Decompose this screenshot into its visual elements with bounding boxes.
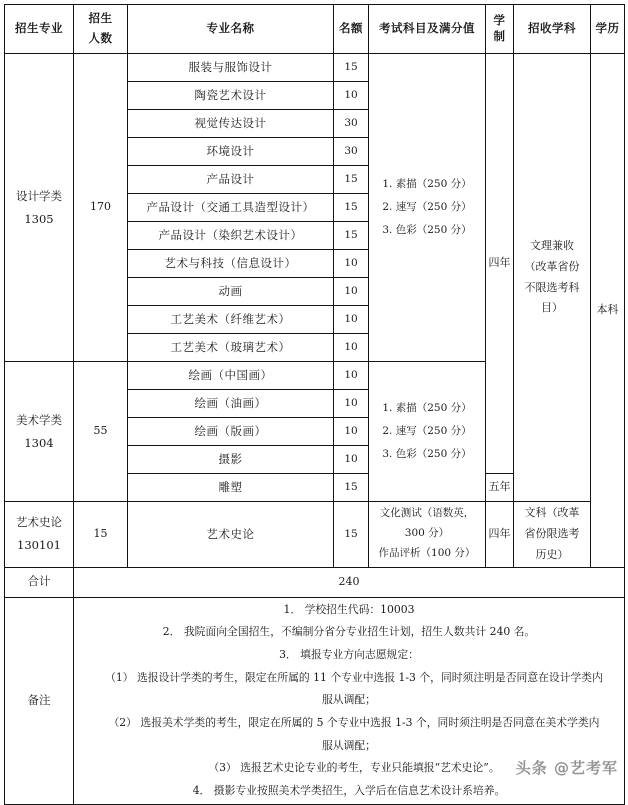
- exam-line: 1. 素描（250 分）: [382, 177, 472, 190]
- major-quota: 15: [334, 166, 369, 194]
- major-name: 工艺美术（纤维艺术）: [128, 306, 334, 334]
- enrollment-plan-table: [4, 4, 625, 805]
- subject-admit-line: （改革省份: [524, 259, 580, 273]
- subject-admit-line: 文科（改革: [524, 506, 580, 519]
- major-quota: 15: [334, 502, 369, 568]
- major-quota: 30: [334, 110, 369, 138]
- major-name: 产品设计: [128, 166, 334, 194]
- header-category: 招生专业: [5, 5, 74, 54]
- degree-cell: 本科: [591, 54, 625, 568]
- subject-admit-line: 省份限选考: [524, 526, 580, 540]
- note-line: （1） 选报设计学类的考生，限定在所属的 11 个专业中选报 1-3 个，同时须注明是否同意在设计学类内: [105, 670, 603, 684]
- subject-admit-design: [514, 54, 591, 502]
- header-exam-subjects: 考试科目及满分值: [369, 5, 486, 54]
- note-line: 1． 学校招生代码：10003: [283, 602, 415, 616]
- major-quota: 15: [334, 474, 369, 502]
- category-code: 130101: [17, 538, 61, 553]
- major-quota: 30: [334, 138, 369, 166]
- total-label: 合计: [5, 567, 74, 597]
- major-quota: 10: [334, 390, 369, 418]
- subject-admit-line: 历史）: [535, 547, 569, 561]
- subject-admit-line: 不限选考科: [524, 280, 580, 294]
- major-name: 陶瓷艺术设计: [128, 82, 334, 110]
- exam-line: 2. 速写（250 分）: [382, 200, 472, 213]
- exam-line: 2. 速写（250 分）: [382, 424, 472, 437]
- major-name: 视觉传达设计: [128, 110, 334, 138]
- major-quota: 15: [334, 222, 369, 250]
- years-cell-art-history: 四年: [486, 502, 514, 568]
- major-quota: 10: [334, 250, 369, 278]
- category-cell-fine-arts: [5, 362, 74, 502]
- major-name: 环境设计: [128, 138, 334, 166]
- major-name: 艺术史论: [128, 502, 334, 568]
- major-quota: 10: [334, 278, 369, 306]
- enroll-count-art-history: 15: [74, 502, 128, 568]
- notes-row: [5, 597, 625, 804]
- category-name: 艺术史论: [16, 515, 62, 530]
- subject-admit-art-history: [514, 502, 591, 568]
- note-line: 2． 我院面向全国招生，不编制分省分专业招生计划，招生人数共计 240 名。: [162, 625, 536, 639]
- header-enroll-count-line2: 人数: [88, 31, 113, 45]
- major-name: 产品设计（交通工具造型设计）: [128, 194, 334, 222]
- major-quota: 10: [334, 418, 369, 446]
- header-enroll-count: [74, 5, 128, 54]
- total-value: 240: [74, 567, 625, 597]
- major-quota: 10: [334, 306, 369, 334]
- major-name: 绘画（版画）: [128, 418, 334, 446]
- category-code: 1305: [24, 211, 54, 226]
- header-row: [5, 5, 625, 54]
- header-major-name: 专业名称: [128, 5, 334, 54]
- major-name: 动画: [128, 278, 334, 306]
- exam-line: 3. 色彩（250 分）: [382, 224, 472, 237]
- table-row: [5, 54, 625, 82]
- major-name: 绘画（中国画）: [128, 362, 334, 390]
- major-quota: 10: [334, 334, 369, 362]
- years-cell-four: 四年: [486, 54, 514, 474]
- notes-content: [74, 597, 625, 804]
- major-quota: 15: [334, 54, 369, 82]
- major-name: 绘画（油画）: [128, 390, 334, 418]
- category-cell-design: [5, 54, 74, 362]
- exam-line: 3. 色彩（250 分）: [382, 448, 472, 461]
- category-name: 设计学类: [16, 188, 62, 203]
- note-line: 4． 摄影专业按照美术学类招生，入学后在信息艺术设计系培养。: [192, 784, 506, 798]
- major-name: 产品设计（染织艺术设计）: [128, 222, 334, 250]
- enroll-count-fine-arts: 55: [74, 362, 128, 502]
- major-name: 工艺美术（玻璃艺术）: [128, 334, 334, 362]
- major-name: 艺术与科技（信息设计）: [128, 250, 334, 278]
- exam-subjects-art-history: [369, 502, 486, 568]
- note-line: （2） 选报美术学类的考生，限定在所属的 5 个专业中选报 1-3 个，同时须注明是否同意在美术学类内: [108, 716, 600, 730]
- header-enroll-count-line1: 招生: [88, 11, 113, 26]
- years-cell-five: 五年: [486, 474, 514, 502]
- note-line: 3． 填报专业方向志愿规定：: [279, 648, 419, 662]
- exam-line: 1. 素描（250 分）: [382, 401, 472, 414]
- note-line: 服从调配；: [322, 738, 376, 752]
- notes-label: 备注: [5, 597, 74, 804]
- major-quota: 10: [334, 82, 369, 110]
- major-name: 雕塑: [128, 474, 334, 502]
- table-header: [5, 5, 625, 54]
- header-degree: 学历: [591, 5, 625, 54]
- total-row: [5, 567, 625, 597]
- watermark: 头条 @艺考军: [515, 759, 618, 777]
- major-name: 服装与服饰设计: [128, 54, 334, 82]
- category-name: 美术学类: [16, 412, 62, 427]
- exam-subjects-fine-arts: [369, 362, 486, 502]
- major-quota: 10: [334, 362, 369, 390]
- subject-admit-line: 文理兼收: [530, 238, 574, 252]
- major-quota: 10: [334, 446, 369, 474]
- enroll-count-design: 170: [74, 54, 128, 362]
- header-quota: 名额: [334, 5, 369, 54]
- exam-subjects-design: [369, 54, 486, 362]
- subject-admit-line: 目）: [541, 301, 563, 315]
- table-body: [5, 54, 625, 805]
- header-years: 学制: [486, 5, 514, 54]
- table-row: [5, 502, 625, 568]
- header-subject-admit: 招收学科: [514, 5, 591, 54]
- note-line: （3） 选报艺术史论专业的考生，专业只能填报“艺术史论”。: [208, 761, 500, 775]
- note-line: 服从调配；: [322, 693, 376, 707]
- major-name: 摄影: [128, 446, 334, 474]
- exam-line: 作品评析（100 分）: [378, 547, 476, 560]
- exam-line: 文化测试（语数英，: [379, 507, 475, 520]
- category-cell-art-history: [5, 502, 74, 568]
- major-quota: 15: [334, 194, 369, 222]
- exam-line: 300 分）: [404, 527, 450, 540]
- category-code: 1304: [24, 435, 54, 450]
